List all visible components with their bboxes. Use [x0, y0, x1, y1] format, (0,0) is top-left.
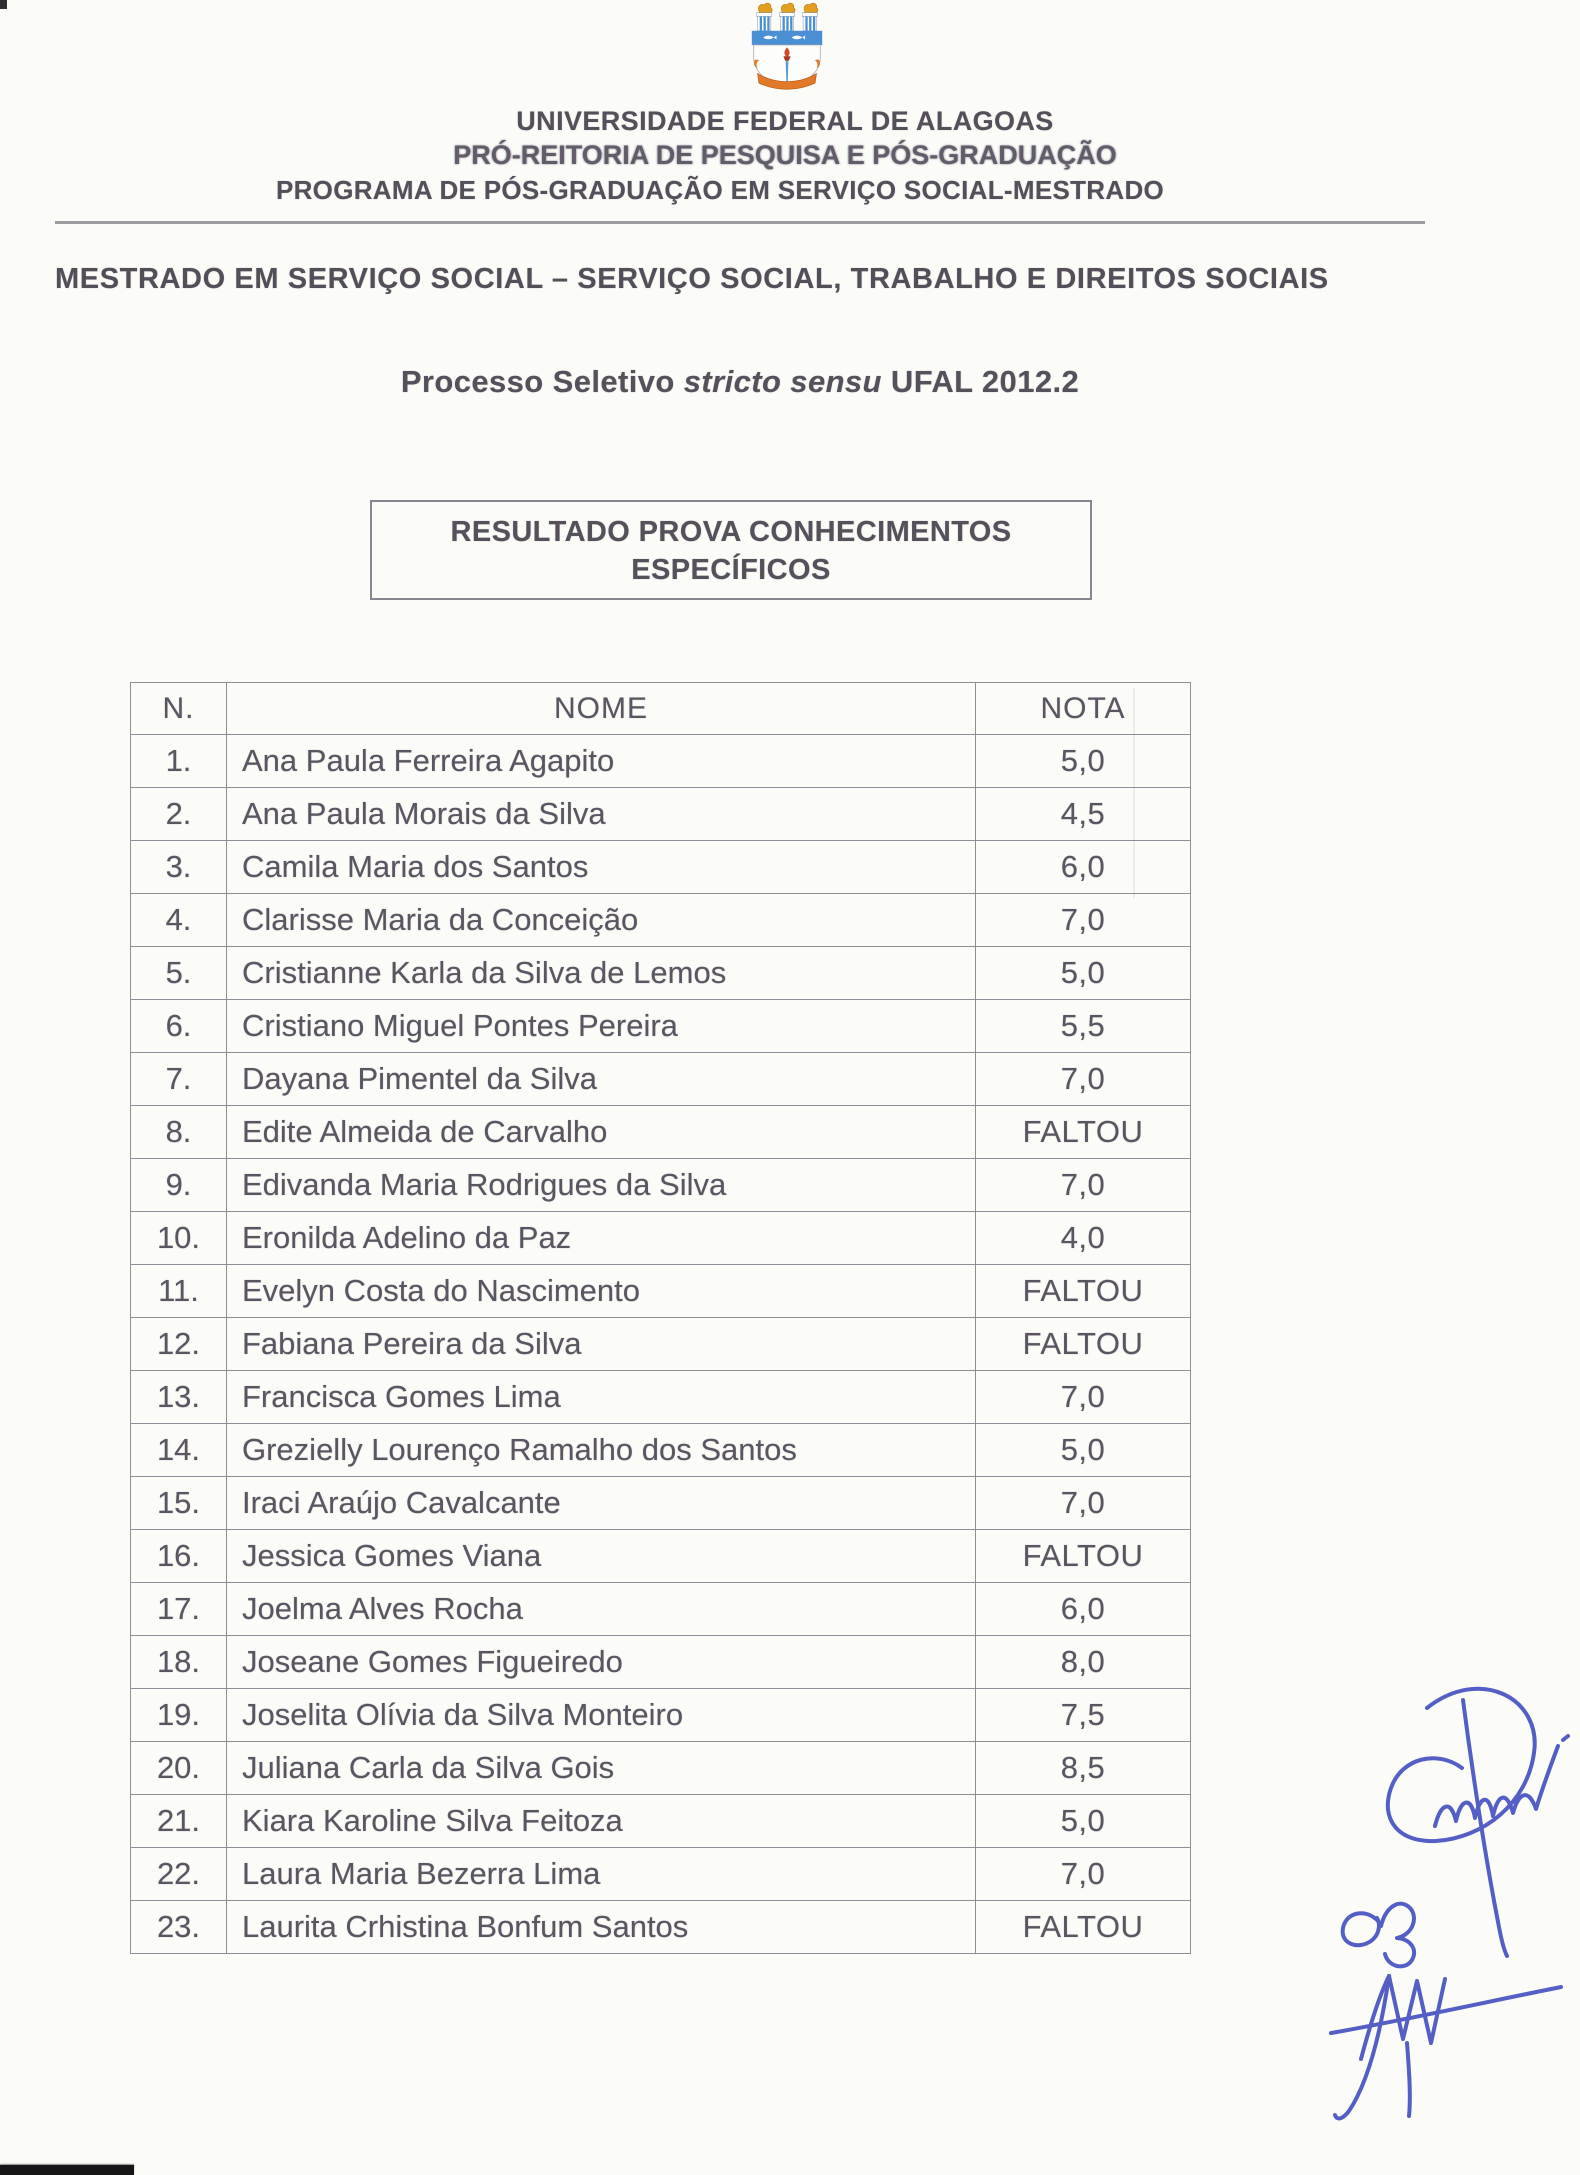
candidate-grade: 7,0: [976, 894, 1191, 947]
table-row: [131, 1159, 1191, 1212]
column-header-grade: NOTA: [976, 683, 1191, 735]
column-header-number: N.: [131, 683, 227, 735]
candidate-number: 20.: [131, 1742, 227, 1795]
candidate-number: 3.: [131, 841, 227, 894]
results-table: [130, 682, 1191, 1954]
candidate-number: 19.: [131, 1689, 227, 1742]
candidate-name: Francisca Gomes Lima: [227, 1371, 976, 1424]
candidate-name: Clarisse Maria da Conceição: [227, 894, 976, 947]
table-row: [131, 1000, 1191, 1053]
candidate-number: 14.: [131, 1424, 227, 1477]
candidate-name: Ana Paula Ferreira Agapito: [227, 735, 976, 788]
candidate-number: 18.: [131, 1636, 227, 1689]
table-row: [131, 1742, 1191, 1795]
table-row: [131, 1689, 1191, 1742]
candidate-number: 9.: [131, 1159, 227, 1212]
candidate-name: Edite Almeida de Carvalho: [227, 1106, 976, 1159]
candidate-number: 8.: [131, 1106, 227, 1159]
process-title-prefix: Processo Seletivo: [400, 364, 684, 399]
candidate-grade: 7,0: [976, 1371, 1191, 1424]
candidate-grade: 5,0: [976, 1424, 1191, 1477]
result-title-box: [370, 500, 1092, 600]
candidate-name: Iraci Araújo Cavalcante: [227, 1477, 976, 1530]
candidate-name: Camila Maria dos Santos: [227, 841, 976, 894]
candidate-grade: FALTOU: [976, 1530, 1191, 1583]
candidate-number: 12.: [131, 1318, 227, 1371]
graduate-program-name: PROGRAMA DE PÓS-GRADUAÇÃO EM SERVIÇO SOCIAL-MESTRADO: [275, 175, 1165, 205]
table-row: [131, 1424, 1191, 1477]
ufal-crest-icon: [748, 0, 826, 92]
candidate-grade: 7,0: [976, 1159, 1191, 1212]
candidate-grade: FALTOU: [976, 1318, 1191, 1371]
candidate-number: 7.: [131, 1053, 227, 1106]
candidate-number: 1.: [131, 735, 227, 788]
process-title-latin: stricto sensu: [683, 364, 882, 399]
candidate-grade: 7,5: [976, 1689, 1191, 1742]
table-row: [131, 1848, 1191, 1901]
candidate-number: 13.: [131, 1371, 227, 1424]
table-row: [131, 894, 1191, 947]
table-row: [131, 1795, 1191, 1848]
scan-edge-artifact: [0, 2165, 134, 2175]
candidate-name: Juliana Carla da Silva Gois: [227, 1742, 976, 1795]
candidate-number: 15.: [131, 1477, 227, 1530]
header-divider: [55, 221, 1425, 224]
candidate-grade: 5,0: [976, 735, 1191, 788]
candidate-number: 10.: [131, 1212, 227, 1265]
scan-corner-artifact: [0, 0, 7, 9]
scan-crease-artifact: [1133, 688, 1135, 898]
column-header-name: NOME: [227, 683, 976, 735]
candidate-grade: FALTOU: [976, 1106, 1191, 1159]
candidate-number: 6.: [131, 1000, 227, 1053]
handwritten-signature: [1230, 1590, 1580, 2150]
masters-program-title: MESTRADO EM SERVIÇO SOCIAL – SERVIÇO SOCIAL, TRABALHO E DIREITOS SOCIAIS: [55, 263, 1329, 295]
candidate-number: 5.: [131, 947, 227, 1000]
candidate-name: Laura Maria Bezerra Lima: [227, 1848, 976, 1901]
table-row: [131, 947, 1191, 1000]
candidate-number: 4.: [131, 894, 227, 947]
table-row: [131, 841, 1191, 894]
table-row: [131, 1636, 1191, 1689]
candidate-grade: 5,5: [976, 1000, 1191, 1053]
candidate-name: Evelyn Costa do Nascimento: [227, 1265, 976, 1318]
table-row: [131, 1901, 1191, 1954]
result-title-line1: RESULTADO PROVA CONHECIMENTOS: [450, 516, 1012, 548]
table-header-row: [131, 683, 1191, 735]
candidate-name: Kiara Karoline Silva Feitoza: [227, 1795, 976, 1848]
candidate-grade: 7,0: [976, 1848, 1191, 1901]
table-row: [131, 1477, 1191, 1530]
candidate-name: Joseane Gomes Figueiredo: [227, 1636, 976, 1689]
table-row: [131, 1212, 1191, 1265]
candidate-name: Eronilda Adelino da Paz: [227, 1212, 976, 1265]
candidate-grade: 7,0: [976, 1053, 1191, 1106]
candidate-grade: 8,5: [976, 1742, 1191, 1795]
pro-rectory-name: PRÓ-REITORIA DE PESQUISA E PÓS-GRADUAÇÃO: [453, 140, 1117, 170]
candidate-number: 17.: [131, 1583, 227, 1636]
candidate-name: Fabiana Pereira da Silva: [227, 1318, 976, 1371]
candidate-name: Cristiano Miguel Pontes Pereira: [227, 1000, 976, 1053]
candidate-grade: 6,0: [976, 1583, 1191, 1636]
table-row: [131, 788, 1191, 841]
candidate-number: 22.: [131, 1848, 227, 1901]
selection-process-title: [0, 364, 1480, 400]
candidate-name: Joselita Olívia da Silva Monteiro: [227, 1689, 976, 1742]
table-row: [131, 1371, 1191, 1424]
candidate-name: Edivanda Maria Rodrigues da Silva: [227, 1159, 976, 1212]
candidate-grade: FALTOU: [976, 1265, 1191, 1318]
table-row: [131, 1053, 1191, 1106]
candidate-grade: FALTOU: [976, 1901, 1191, 1954]
results-table-body: [131, 735, 1191, 1954]
process-title-suffix: UFAL 2012.2: [881, 364, 1080, 399]
candidate-grade: 8,0: [976, 1636, 1191, 1689]
candidate-name: Dayana Pimentel da Silva: [227, 1053, 976, 1106]
candidate-grade: 4,5: [976, 788, 1191, 841]
candidate-grade: 6,0: [976, 841, 1191, 894]
candidate-name: Cristianne Karla da Silva de Lemos: [227, 947, 976, 1000]
candidate-name: Grezielly Lourenço Ramalho dos Santos: [227, 1424, 976, 1477]
candidate-number: 2.: [131, 788, 227, 841]
candidate-name: Laurita Crhistina Bonfum Santos: [227, 1901, 976, 1954]
result-title-line2: ESPECÍFICOS: [631, 554, 831, 586]
candidate-number: 11.: [131, 1265, 227, 1318]
candidate-name: Joelma Alves Rocha: [227, 1583, 976, 1636]
table-row: [131, 1265, 1191, 1318]
table-row: [131, 1106, 1191, 1159]
table-row: [131, 1530, 1191, 1583]
candidate-grade: 5,0: [976, 947, 1191, 1000]
candidate-name: Jessica Gomes Viana: [227, 1530, 976, 1583]
candidate-number: 21.: [131, 1795, 227, 1848]
candidate-grade: 5,0: [976, 1795, 1191, 1848]
table-row: [131, 1318, 1191, 1371]
candidate-grade: 7,0: [976, 1477, 1191, 1530]
candidate-number: 16.: [131, 1530, 227, 1583]
table-row: [131, 735, 1191, 788]
candidate-name: Ana Paula Morais da Silva: [227, 788, 976, 841]
table-row: [131, 1583, 1191, 1636]
candidate-grade: 4,0: [976, 1212, 1191, 1265]
candidate-number: 23.: [131, 1901, 227, 1954]
university-name: UNIVERSIDADE FEDERAL DE ALAGOAS: [516, 106, 1054, 136]
